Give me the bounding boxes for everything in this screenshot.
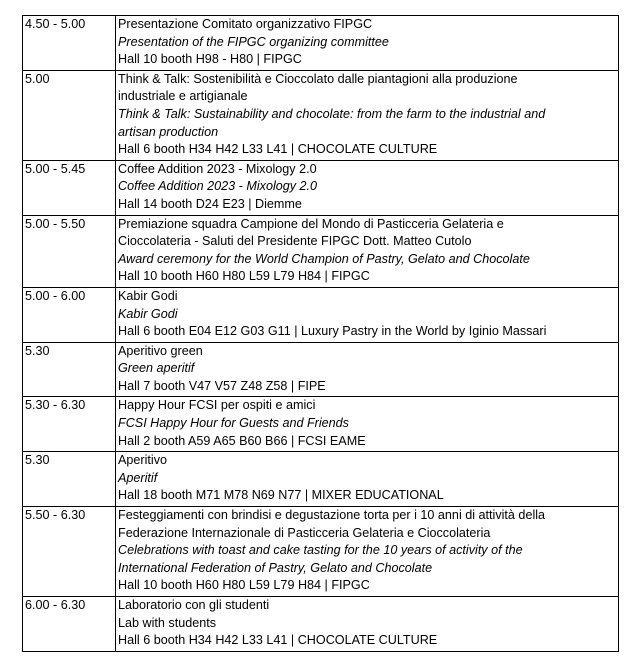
schedule-table: [22, 15, 619, 652]
event-line-english: Coffee Addition 2023 - Mixology 2.0: [118, 179, 318, 194]
event-line-english: Think & Talk: Sustainability and chocolate: from the farm to the industrial and: [118, 106, 546, 121]
event-details: [116, 342, 619, 397]
event-details: [116, 397, 619, 452]
table-row: [23, 215, 619, 287]
event-line: Hall 6 booth H34 H42 L33 L41 | CHOCOLATE CULTURE: [118, 142, 438, 157]
event-line: Hall 6 booth H34 H42 L33 L41 | CHOCOLATE CULTURE: [118, 633, 438, 648]
table-row: [23, 70, 619, 160]
event-line-english: FCSI Happy Hour for Guests and Friends: [118, 416, 349, 431]
event-time: 4.50 - 5.00: [23, 16, 116, 71]
event-details: [116, 287, 619, 342]
event-time: 5.00 - 6.00: [23, 287, 116, 342]
event-line: Federazione Internazionale di Pasticceria Gelateria e Cioccolateria: [118, 525, 491, 540]
event-line: Coffee Addition 2023 - Mixology 2.0: [118, 161, 317, 176]
event-line-english: Award ceremony for the World Champion of Pastry, Gelato and Chocolate: [118, 251, 530, 266]
event-time: 5.50 - 6.30: [23, 507, 116, 597]
event-time: 5.30: [23, 452, 116, 507]
event-line: Hall 10 booth H98 - H80 | FIPGC: [118, 52, 302, 67]
table-row: [23, 397, 619, 452]
event-details: [116, 507, 619, 597]
event-time: 5.00: [23, 70, 116, 160]
event-line-english: Presentation of the FIPGC organizing committee: [118, 34, 389, 49]
table-row: [23, 452, 619, 507]
table-row: [23, 160, 619, 215]
table-row: [23, 597, 619, 652]
event-line-english: Kabir Godi: [118, 306, 178, 321]
event-line: Laboratorio con gli studenti: [118, 598, 270, 612]
event-line: Hall 14 booth D24 E23 | Diemme: [118, 196, 302, 211]
table-row: [23, 16, 619, 71]
event-time: 6.00 - 6.30: [23, 597, 116, 652]
event-line: Kabir Godi: [118, 288, 178, 303]
event-line-english: Aperitif: [118, 470, 158, 485]
schedule-body: [23, 16, 619, 652]
event-line: Hall 18 booth M71 M78 N69 N77 | MIXER EDUCATIONAL: [118, 488, 444, 503]
event-line: Cioccolateria - Saluti del Presidente FIPGC Dott. Matteo Cutolo: [118, 234, 472, 249]
event-time: 5.30: [23, 342, 116, 397]
event-line: Hall 10 booth H60 H80 L59 L79 H84 | FIPGC: [118, 578, 370, 593]
event-line: Happy Hour FCSI per ospiti e amici: [118, 398, 316, 413]
event-time: 5.00 - 5.50: [23, 215, 116, 287]
event-time: 5.00 - 5.45: [23, 160, 116, 215]
event-details: [116, 215, 619, 287]
event-line: Hall 7 booth V47 V57 Z48 Z58 | FIPE: [118, 378, 326, 393]
event-details: [116, 597, 619, 652]
event-line: Aperitivo green: [118, 343, 203, 358]
event-line-english: International Federation of Pastry, Gelato and Chocolate: [118, 560, 433, 575]
event-line: Presentazione Comitato organizzativo FIPGC: [118, 17, 373, 31]
event-line: Premiazione squadra Campione del Mondo di Pasticceria Gelateria e: [118, 216, 504, 231]
event-line-english: Celebrations with toast and cake tasting for the 10 years of activity of the: [118, 543, 523, 558]
event-line: Festeggiamenti con brindisi e degustazione torta per i 10 anni di attività della: [118, 508, 546, 523]
event-line: Aperitivo: [118, 453, 167, 468]
event-line-english: artisan production: [118, 124, 219, 139]
table-row: [23, 342, 619, 397]
event-details: [116, 160, 619, 215]
event-line: industriale e artigianale: [118, 89, 248, 104]
table-row: [23, 287, 619, 342]
event-line-english: Green aperitif: [118, 361, 195, 376]
event-time: 5.30 - 6.30: [23, 397, 116, 452]
event-line: Think & Talk: Sostenibilità e Cioccolato dalle piantagioni alla produzione: [118, 71, 518, 86]
event-line: Lab with students: [118, 615, 217, 630]
event-details: [116, 16, 619, 71]
event-line: Hall 10 booth H60 H80 L59 L79 H84 | FIPGC: [118, 269, 370, 284]
event-details: [116, 452, 619, 507]
event-line: Hall 2 booth A59 A65 B60 B66 | FCSI EAME: [118, 433, 366, 448]
event-details: [116, 70, 619, 160]
table-row: [23, 507, 619, 597]
event-line: Hall 6 booth E04 E12 G03 G11 | Luxury Pastry in the World by Iginio Massari: [118, 324, 547, 339]
